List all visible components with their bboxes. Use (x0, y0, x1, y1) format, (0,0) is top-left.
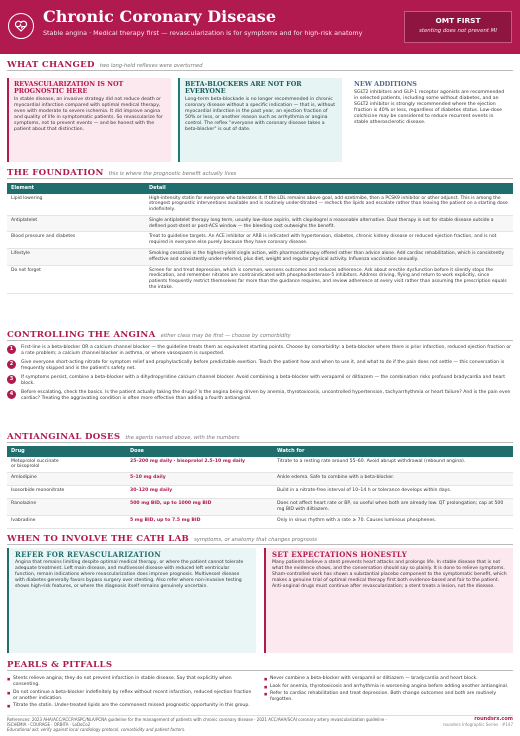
card-body: SGLT2 inhibitors and GLP-1 receptor agonists are recommended in selected patients, including some without diabetes, and an SGLT2 inhibitor is strongly recommended where the ejection fraction is 40% or less, regardless of diabetes status. Low-dose colchicine may be considered to reduce recurrent events in stable atherosclerotic disease. (354, 90, 505, 125)
table-row (7, 249, 513, 266)
step-number: 2 (7, 360, 16, 369)
table-row (7, 515, 513, 528)
table-row (7, 232, 513, 249)
heart-pulse-icon (8, 13, 34, 39)
dose-cell: 5 mg BID, up to 7.5 mg BID (126, 515, 273, 528)
column-header: Dose (126, 446, 273, 457)
step-item (7, 345, 513, 357)
table-cell: High-intensity statin for everyone who tolerates it. If the LDL remains above goal, add ezetimibe, then a PCSK9 inhibitor or other adjunct. This is among the strongest prognostic interventions available and is routinely under-titrated — recheck the lipids and escalate rather than leaving the patient on a starting dose indefinitely. (145, 194, 513, 216)
section-what-changed (7, 60, 513, 71)
list-item: ■ Titrate the statin. Under-treated lipids are the commonest missed prognostic opportunity in this group. (7, 703, 253, 709)
antianginal-table (7, 446, 513, 529)
step-text: Give everyone short-acting nitrate for symptom relief and prophylactically before predictable exertion. Teach the patient how and when to use it, and what to do if the pain does not settle — this conversation is frequently skipped and is the patient's safety net. (21, 360, 505, 371)
dose-cell: 5–10 mg daily (126, 473, 273, 486)
disclaimer: Educational aid; verify against local cardiology protocol, comorbidity and patient factors. (7, 727, 186, 732)
step-item (7, 375, 513, 387)
list-item: ■ Never combine a beta-blocker with verapamil or diltiazem — bradycardia and heart block. (264, 676, 510, 682)
card-title: REFER FOR REVASCULARIZATION (15, 550, 161, 559)
section-heading: THE FOUNDATION (7, 168, 104, 178)
step-text: If symptoms persist, combine a beta-blocker with a dihydropyridine calcium channel blocker. Avoid combining a beta-blocker with verapamil or diltiazem — the combination risks profound bradycardia and heart block. (21, 375, 505, 386)
section-cath-lab (7, 534, 513, 545)
table-cell: Single antiplatelet therapy long term, usually low-dose aspirin, with clopidogrel a reasonable alternative. Dual therapy is not for stable disease outside a defined post-stent or post-ACS window — the bleeding cost outweighs the benefit. (145, 215, 513, 232)
watch-cell: Titrate to a resting rate around 55–60. Avoid abrupt withdrawal (rebound angina). (273, 457, 513, 473)
column-header: Drug (7, 446, 126, 457)
step-item (7, 360, 513, 372)
key-message-title: OMT FIRST (435, 16, 481, 25)
table-row (7, 194, 513, 216)
section-controlling-angina (7, 330, 513, 341)
watch-cell: Does not affect heart rate or BP, so useful when both are already low. QT prolongation; cap at 500 mg BID with diltiazem. (273, 499, 513, 516)
footer-brand (443, 717, 513, 727)
section-foundation (7, 168, 513, 179)
column-header: Watch for (273, 446, 513, 457)
card-body: Angina that remains limiting despite optimal medical therapy, or where the patient cannot tolerate adequate treatment. Left main disease, and multivessel disease with reduced left ventricular function, remain indications where revascularization does improve prognosis. Multivessel disease with diabetes generally favors bypass surgery over stenting. Also refer where non-invasive testing shows high-risk features, or where the diagnosis itself remains genuinely uncertain. (15, 560, 244, 589)
step-number: 1 (7, 345, 16, 354)
list-item: ■ Stents relieve angina; they do not prevent infarction in stable disease. Say that explicitly when consenting. (7, 676, 253, 688)
section-heading: WHAT CHANGED (7, 60, 95, 70)
drug-cell: Ranolazine (7, 499, 126, 516)
table-cell: Blood pressure and diabetes (7, 232, 145, 249)
table-cell: Treat to guideline targets. An ACE inhibitor or ARB is indicated with hypertension, diabetes, chronic kidney disease or reduced ejection fraction, and is not required in everyone else purely because they have coronary disease. (145, 232, 513, 249)
column-header: Element (7, 183, 145, 194)
card-body: Many patients believe a stent prevents heart attacks and prolongs life. In stable disease that is not what the evidence shows, and the conversation should say so plainly. It is done to relieve symptoms. Sham-controlled work has shown a substantial placebo component to the symptomatic benefit, which makes a genuine trial of optimal medical therapy first both evidence-based and fair to the patient. Anti-anginal drugs must continue after revascularization; a stent treats a lesion, not the disease. (272, 560, 507, 589)
foundation-table (7, 183, 513, 294)
card-title: BETA-BLOCKERS ARE NOT FOR EVERYONE (185, 80, 302, 95)
table-row (7, 457, 513, 473)
watch-cell: Build in a nitrate-free interval of 10–14 h or tolerance develops within days. (273, 486, 513, 499)
table-row (7, 265, 513, 293)
section-note: the agents named above, with the numbers (125, 435, 240, 441)
table-cell: Screen for and treat depression, which is common, worsens outcomes and reduces adherence. Ask about erectile dysfunction before it silently stops the medication, and remember nitrates are contraindicated with phosphodiesterase-5 inhibitors. Address driving, flying and return to work explicitly, since patients frequently restrict themselves far more than the guidance requires, and review adherence at every visit rather than assuming the prescription equals the intake. (145, 265, 513, 293)
step-number: 4 (7, 390, 16, 399)
drug-cell: Ivabradine (7, 515, 126, 528)
table-row (7, 499, 513, 516)
table-cell: Antiplatelet (7, 215, 145, 232)
dose-cell: 25–200 mg daily · bisoprolol 2.5–10 mg daily (126, 457, 273, 473)
drug-cell: Amlodipine (7, 473, 126, 486)
list-item: ■ Do not continue a beta-blocker indefinitely by reflex without recent infarction, reduced ejection fraction or another indication. (7, 690, 253, 702)
references: References: 2023 AHA/ACC/ACCP/ASPC/NLA/PCNA guideline for the management of patients with chronic coronary disease · 2021 ACC/AHA/SCAI coronary artery revascularization guideline · ISCHEMIA · COURAGE · ORBITA · LoDoCo2 (7, 717, 387, 727)
card-revascularization (7, 78, 171, 162)
series-label: rounders Infographic Series · #147 (442, 722, 513, 727)
step-item (7, 390, 513, 402)
column-header: Detail (145, 183, 513, 194)
section-antianginal-doses (7, 432, 513, 443)
header-banner (0, 0, 520, 54)
section-note: this is where the prognostic benefit actually lives (108, 171, 237, 177)
pearls-list-left (7, 676, 253, 711)
watch-cell: Only in sinus rhythm with a rate ≥ 70. Causes luminous phosphenes. (273, 515, 513, 528)
card-new-additions (349, 78, 513, 162)
table-cell: Lipid lowering (7, 194, 145, 216)
section-note: two long-held reflexes were overturned (99, 63, 203, 69)
table-row (7, 215, 513, 232)
pearls-list-right (264, 676, 510, 705)
drug-cell: Metoprolol succinate or bisoprolol (7, 457, 126, 473)
key-message-subtitle: stenting does not prevent MI (419, 27, 497, 34)
section-pearls (7, 660, 513, 671)
list-item: ■ Refer to cardiac rehabilitation and treat depression. Both change outcomes and both are routinely forgotten. (264, 691, 510, 703)
card-title: REVASCULARIZATION IS NOT PROGNOSTIC HERE (14, 80, 124, 95)
dose-cell: 30–120 mg daily (126, 486, 273, 499)
card-beta-blockers (178, 78, 342, 162)
dose-cell: 500 mg BID, up to 1000 mg BID (126, 499, 273, 516)
step-number: 3 (7, 375, 16, 384)
section-heading: CONTROLLING THE ANGINA (7, 330, 156, 340)
page-title: Chronic Coronary Disease (43, 7, 276, 26)
table-cell: Do not forget (7, 265, 145, 293)
site-link[interactable]: roundsrx.com (474, 716, 513, 722)
card-title: SET EXPECTATIONS HONESTLY (272, 550, 408, 559)
step-text: First-line is a beta-blocker OR a calcium channel blocker — the guideline treats them as equivalent starting points. Choose by comorbidity: a beta-blocker where there is prior infarction, reduced ejection fraction or a rate problem; a calcium channel blocker in asthma, or where vasospasm is suspected. (21, 345, 512, 356)
table-row (7, 473, 513, 486)
table-row (7, 486, 513, 499)
card-set-expectations (264, 548, 513, 653)
list-item: ■ Look for anemia, thyrotoxicosis and arrhythmia in worsening angina before adding another antianginal. (264, 684, 510, 690)
table-cell: Lifestyle (7, 249, 145, 266)
key-message-box (404, 11, 512, 43)
card-body: Long-term beta-blockade is no longer recommended in chronic coronary disease without a specific indication — that is, without myocardial infarction in the past year, an ejection fraction of 50% or less, or another reason such as arrhythmia or angina control. The reflex "everyone with coronary disease takes a beta-blocker" is out of date. (185, 97, 336, 132)
drug-cell: Isosorbide mononitrate (7, 486, 126, 499)
footer (7, 715, 513, 732)
section-note: symptoms, or anatomy that changes prognosis (194, 537, 317, 543)
step-text: Before escalating, check the basics. Is the patient actually taking the drugs? Is the angina being driven by anemia, thyrotoxicosis, uncontrolled hypertension, tachyarrhythmia or heart failure? And is the pain even cardiac? Treating the aggravating condition is often more effective than adding a fourth antianginal. (21, 390, 511, 401)
section-heading: WHEN TO INVOLVE THE CATH LAB (7, 534, 190, 544)
section-heading: PEARLS & PITFALLS (7, 660, 113, 670)
table-cell: Smoking cessation is the highest-yield single action, with pharmacotherapy offered rather than advice alone. Add cardiac rehabilitation, which is consistently effective and consistently under-referred, plus diet, weight and regular physical activity. Influenza vaccination annually. (145, 249, 513, 266)
card-refer-revascularization (7, 548, 256, 653)
watch-cell: Ankle edema. Safe to combine with a beta-blocker. (273, 473, 513, 486)
section-heading: ANTIANGINAL DOSES (7, 432, 121, 442)
angina-steps (7, 345, 513, 405)
page-subtitle: Stable angina · Medical therapy first — revascularization is for symptoms and for high-risk anatomy (43, 29, 363, 37)
card-title: NEW ADDITIONS (354, 80, 417, 88)
section-note: either class may be first — choose by comorbidity (160, 333, 291, 339)
card-body: In stable disease, an invasive strategy did not reduce death or myocardial infarction compared with optimal medical therapy, even with moderate to severe ischemia. It did improve angina and quality of life in symptomatic patients. So revascularize for symptoms, not to prevent events — and be honest with the patient about that distinction. (14, 97, 163, 132)
